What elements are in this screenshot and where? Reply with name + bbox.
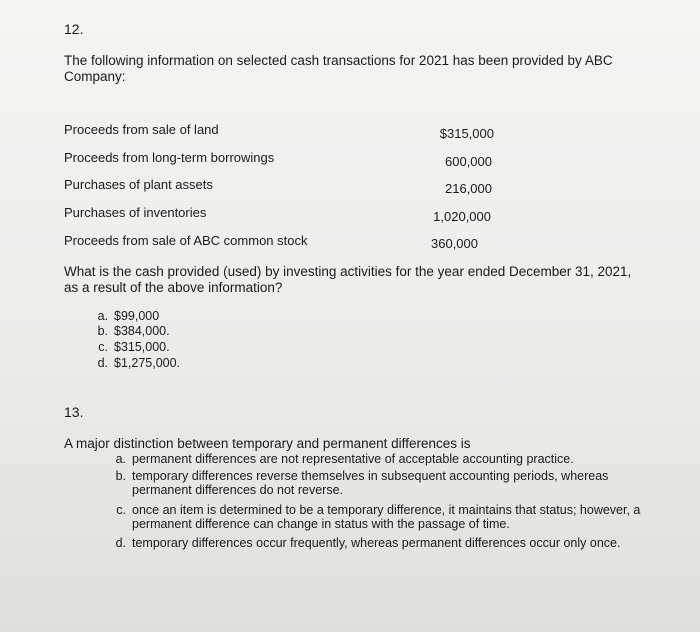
row-value-plant-assets: 216,000	[445, 181, 492, 196]
option-12-c	[86, 340, 170, 354]
option-text: $1,275,000.	[114, 356, 181, 370]
option-letter: b.	[115, 469, 126, 483]
question-12-intro: The following information on selected cash transactions for 2021 has been provided by ABC Company:	[64, 53, 613, 84]
row-label-common-stock: Proceeds from sale of ABC common stock	[64, 233, 308, 248]
option-text: $315,000.	[114, 340, 170, 354]
row-label-borrowings: Proceeds from long-term borrowings	[64, 150, 275, 165]
question-13-number: 13.	[64, 404, 84, 420]
option-letter: a.	[115, 452, 126, 466]
option-letter: b.	[97, 324, 108, 338]
option-12-d	[86, 356, 180, 370]
option-text: temporary differences occur frequently, whereas permanent differences occur only once.	[132, 536, 621, 550]
row-value-land: $315,000	[439, 126, 494, 141]
option-letter: a.	[97, 309, 108, 323]
row-value-common-stock: 360,000	[431, 236, 478, 251]
question-13-stem: A major distinction between temporary and permanent differences is	[64, 436, 471, 451]
row-label-inventories: Purchases of inventories	[64, 205, 207, 220]
row-label-plant-assets: Purchases of plant assets	[64, 177, 213, 192]
question-12-text: What is the cash provided (used) by investing activities for the year ended December 31, 2021, as a result of the above information?	[64, 264, 632, 295]
row-value-borrowings: 600,000	[445, 154, 492, 169]
option-text: once an item is determined to be a temporary difference, it maintains that status; however, a permanent difference can change in status with the passage of time.	[132, 503, 641, 531]
option-13-d	[115, 536, 652, 550]
option-letter: c.	[98, 340, 108, 354]
question-12-number: 12.	[64, 21, 84, 37]
option-text: $99,000	[114, 309, 160, 323]
option-text: temporary differences reverse themselves in subsequent accounting periods, whereas permanent differences do not reverse.	[132, 469, 609, 497]
option-letter: c.	[116, 503, 126, 517]
option-12-a	[86, 309, 159, 323]
row-value-inventories: 1,020,000	[433, 209, 491, 224]
option-13-a	[115, 452, 652, 466]
option-13-c	[116, 503, 652, 531]
row-label-land: Proceeds from sale of land	[64, 122, 219, 137]
option-13-b	[115, 469, 652, 497]
option-letter: d.	[115, 536, 126, 550]
option-text: permanent differences are not representative of acceptable accounting practice.	[132, 452, 574, 466]
option-letter: d.	[97, 356, 108, 370]
option-12-b	[86, 324, 170, 338]
option-text: $384,000.	[114, 324, 170, 338]
